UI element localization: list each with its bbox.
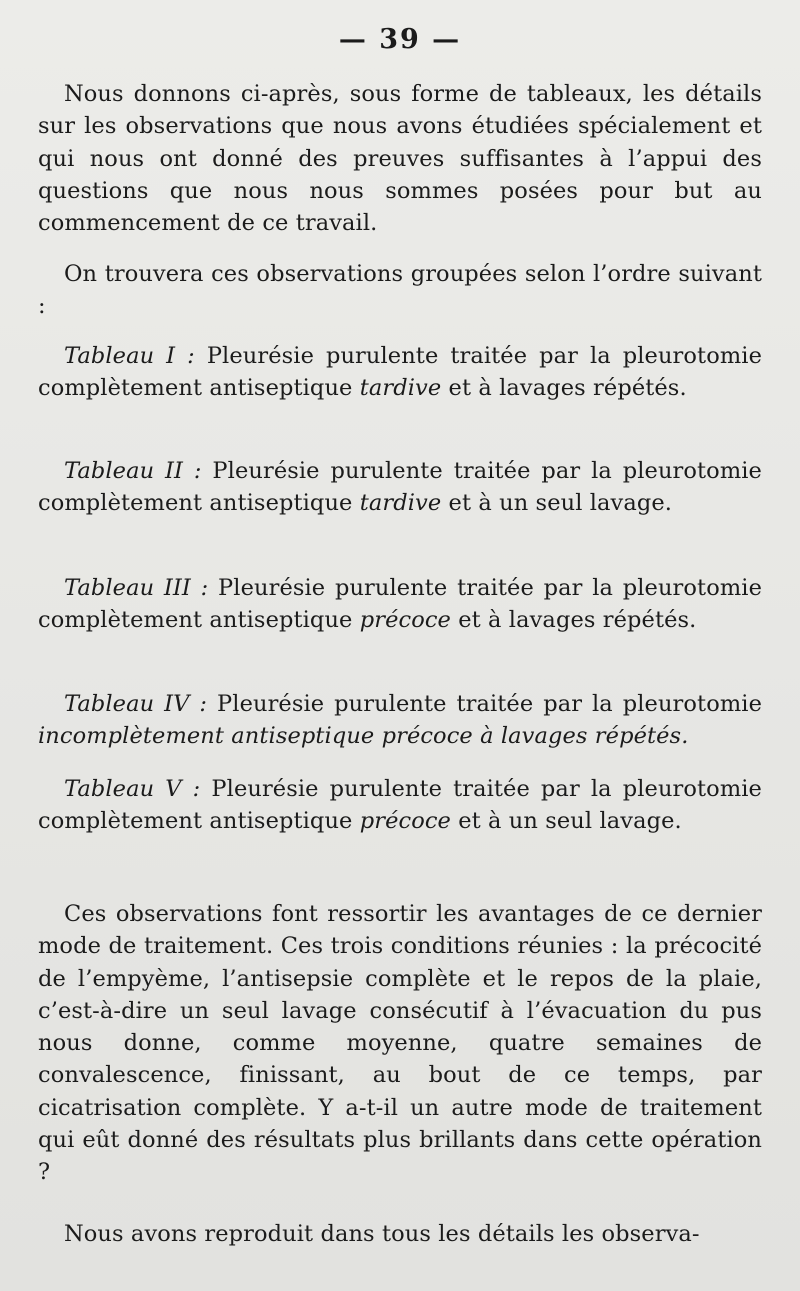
tableau-label: Tableau III : [64, 575, 209, 601]
tableau-3-entry [38, 572, 762, 637]
tableau-emphasis: tardive [359, 375, 442, 402]
tableau-text-end: et à lavages répétés. [458, 607, 697, 634]
tableau-emphasis: précoce [359, 808, 451, 835]
tableau-label: Tableau IV : [64, 691, 208, 717]
tableau-text: Pleurésie purulente traitée par la pleurotomie complètement antiseptique [38, 575, 762, 634]
tableau-text: Pleurésie purulente traitée par la pleurotomie complètement antiseptique [38, 458, 762, 517]
paragraph-conclusion: Ces observations font ressortir les avantages de ce dernier mode de traitement. Ces trois conditions réunies : la précocité de l’empyème, l’antisepsie complète et le repos de la plaie, c’est-à-dire un seul lavage consécutif à l’évacuation du pus nous donne, comme moyenne, quatre semaines de convalescence, finissant, au bout de ce temps, par cicatrisation complète. Y a-t-il un autre mode de traitement qui eût donné des résultats plus brillants dans cette opération ? [38, 901, 762, 1186]
tableau-text-end: et à lavages répétés. [448, 375, 687, 402]
tableau-text: Pleurésie purulente traitée par la pleurotomie [217, 691, 762, 717]
tableau-text: Pleurésie purulente traitée par la pleurotomie complètement antiseptique [38, 343, 762, 402]
paragraph-intro: Nous donnons ci-après, sous forme de tableaux, les détails sur les observations que nous avons étudiées spécialement et qui nous ont donné des preuves suffisantes à l’appui des questions que nous nous sommes posées pour but au commencement de ce travail. [38, 81, 762, 237]
tableau-5-entry [38, 773, 762, 838]
tableau-label: Tableau I : [64, 343, 195, 369]
paragraph-last: Nous avons reproduit dans tous les détails les observa- [64, 1221, 700, 1247]
page-number: — 39 — [338, 24, 462, 55]
tableau-emphasis: tardive [359, 490, 442, 517]
tableau-label: Tableau V : [64, 776, 201, 802]
tableau-1-entry [38, 340, 762, 405]
tableau-2-entry [38, 455, 762, 520]
tableau-text: Pleurésie purulente traitée par la pleurotomie complètement antiseptique [38, 776, 762, 835]
tableau-4-entry [38, 688, 762, 753]
tableau-text-end: et à un seul lavage. [458, 808, 682, 835]
tableau-text-end: et à un seul lavage. [448, 490, 673, 517]
tableau-label: Tableau II : [64, 458, 202, 484]
paragraph-order: On trouvera ces observations groupées selon l’ordre suivant : [38, 261, 762, 320]
tableau-emphasis: précoce [359, 607, 451, 634]
tableau-emphasis: incomplètement antiseptique précoce à lavages répétés. [38, 723, 689, 750]
